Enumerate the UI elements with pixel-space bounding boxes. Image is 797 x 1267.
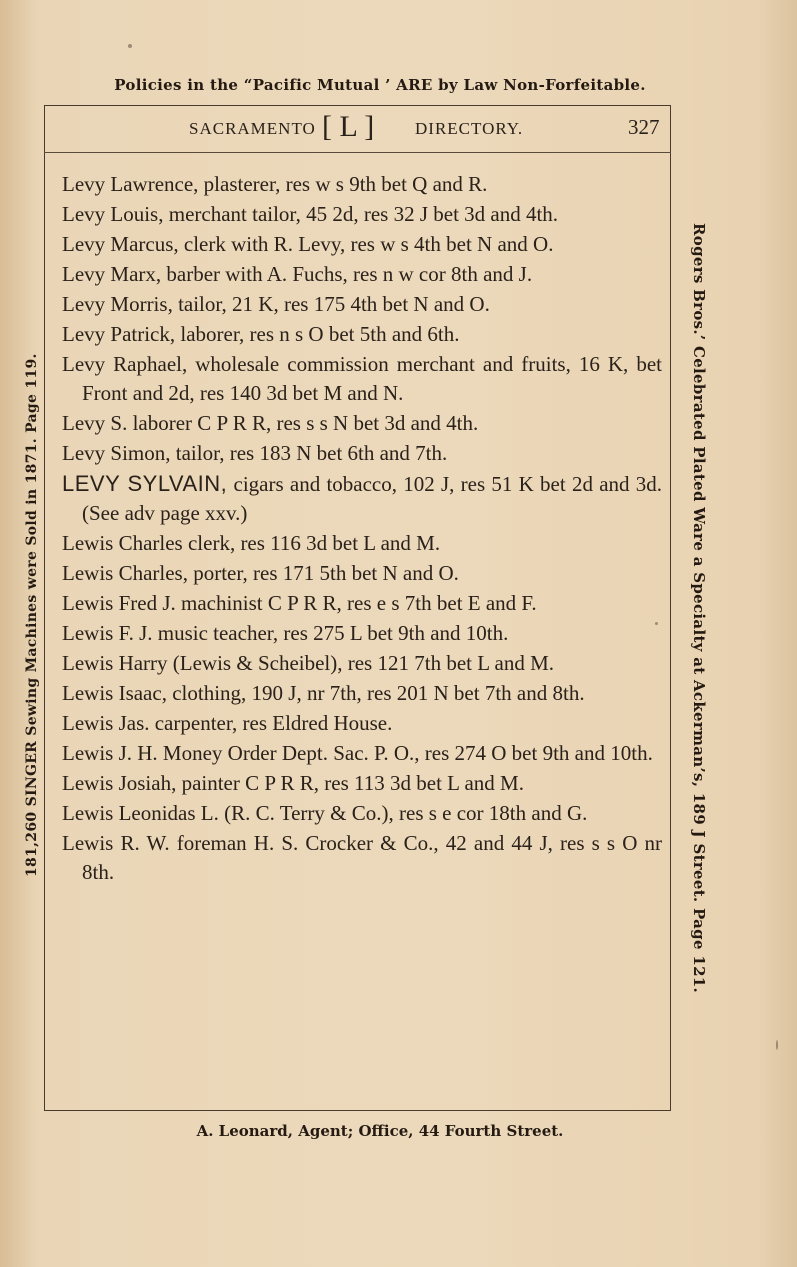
- directory-entry: Lewis Charles clerk, res 116 3d bet L and M.: [62, 531, 441, 555]
- directory-entry: Lewis Leonidas L. (R. C. Terry & Co.), res s e cor 18th and G.: [62, 801, 588, 825]
- paper-speck: [655, 622, 658, 625]
- directory-entry: Lewis Isaac, clothing, 190 J, nr 7th, res 201 N bet 7th and 8th.: [62, 681, 585, 705]
- directory-entry: Lewis J. H. Money Order Dept. Sac. P. O., res 274 O bet 9th and 10th.: [62, 741, 653, 765]
- directory-entry: Lewis R. W. foreman H. S. Crocker & Co., 42 and 44 J, res s s O nr 8th.: [62, 831, 662, 884]
- frame-bottom-rule: [44, 1110, 671, 1111]
- frame-top-rule: [44, 105, 671, 106]
- header-bracket-close: ]: [364, 110, 375, 143]
- directory-entries: [62, 170, 662, 888]
- top-advertisement-banner: Policies in the “Pacific Mutual ’ ARE by Law Non-Forfeitable.: [114, 76, 646, 94]
- right-margin-advertisement: Rogers Bros.’ Celebrated Plated Ware a Specialty at Ackerman’s, 189 J Street. Page 121.: [690, 222, 708, 994]
- directory-entry: Levy Morris, tailor, 21 K, res 175 4th bet N and O.: [62, 292, 490, 316]
- directory-entry: Lewis Josiah, painter C P R R, res 113 3d bet L and M.: [62, 771, 524, 795]
- header-bracket-open: [: [322, 110, 332, 143]
- directory-entry: Lewis Charles, porter, res 171 5th bet N and O.: [62, 561, 459, 585]
- directory-entry: Levy Marx, barber with A. Fuchs, res n w cor 8th and J.: [62, 262, 533, 286]
- header-title: DIRECTORY.: [415, 119, 524, 138]
- header-city: SACRAMENTO: [189, 119, 316, 138]
- page-number: 327: [628, 115, 660, 139]
- bottom-advertisement-banner: A. Leonard, Agent; Office, 44 Fourth Street.: [196, 1122, 564, 1140]
- directory-entry: Levy S. laborer C P R R, res s s N bet 3d and 4th.: [62, 411, 479, 435]
- paper-speck: [776, 1040, 778, 1050]
- header-letter: L: [339, 110, 357, 143]
- directory-entry: Lewis Harry (Lewis & Scheibel), res 121 7th bet L and M.: [62, 651, 555, 675]
- header-rule: [44, 152, 671, 153]
- directory-entry: Levy Simon, tailor, res 183 N bet 6th and 7th.: [62, 441, 448, 465]
- directory-entry: Levy Marcus, clerk with R. Levy, res w s 4th bet N and O.: [62, 232, 554, 256]
- directory-entry: Lewis Jas. carpenter, res Eldred House.: [62, 711, 393, 735]
- running-header: [44, 110, 671, 150]
- directory-entry: Levy Lawrence, plasterer, res w s 9th bet Q and R.: [62, 172, 488, 196]
- left-margin-advertisement: 181,260 SINGER Sewing Machines were Sold in 1871. Page 119.: [24, 353, 40, 877]
- directory-entry: Levy Raphael, wholesale commission merchant and fruits, 16 K, bet Front and 2d, res 140 3d bet M and N.: [62, 352, 662, 405]
- paper-speck: [128, 44, 132, 48]
- directory-entry: Levy Louis, merchant tailor, 45 2d, res 32 J bet 3d and 4th.: [62, 202, 559, 226]
- featured-entry-text: cigars and tobacco, 102 J, res 51 K bet 2d and 3d. (See adv page xxv.): [82, 472, 663, 525]
- directory-entry-featured: [62, 469, 662, 528]
- featured-entry-name: LEVY SYLVAIN,: [62, 471, 228, 496]
- directory-entry: Levy Patrick, laborer, res n s O bet 5th and 6th.: [62, 322, 460, 346]
- directory-entry: Lewis F. J. music teacher, res 275 L bet 9th and 10th.: [62, 621, 509, 645]
- header-letter-section: [322, 110, 374, 144]
- directory-entry: Lewis Fred J. machinist C P R R, res e s 7th bet E and F.: [62, 591, 537, 615]
